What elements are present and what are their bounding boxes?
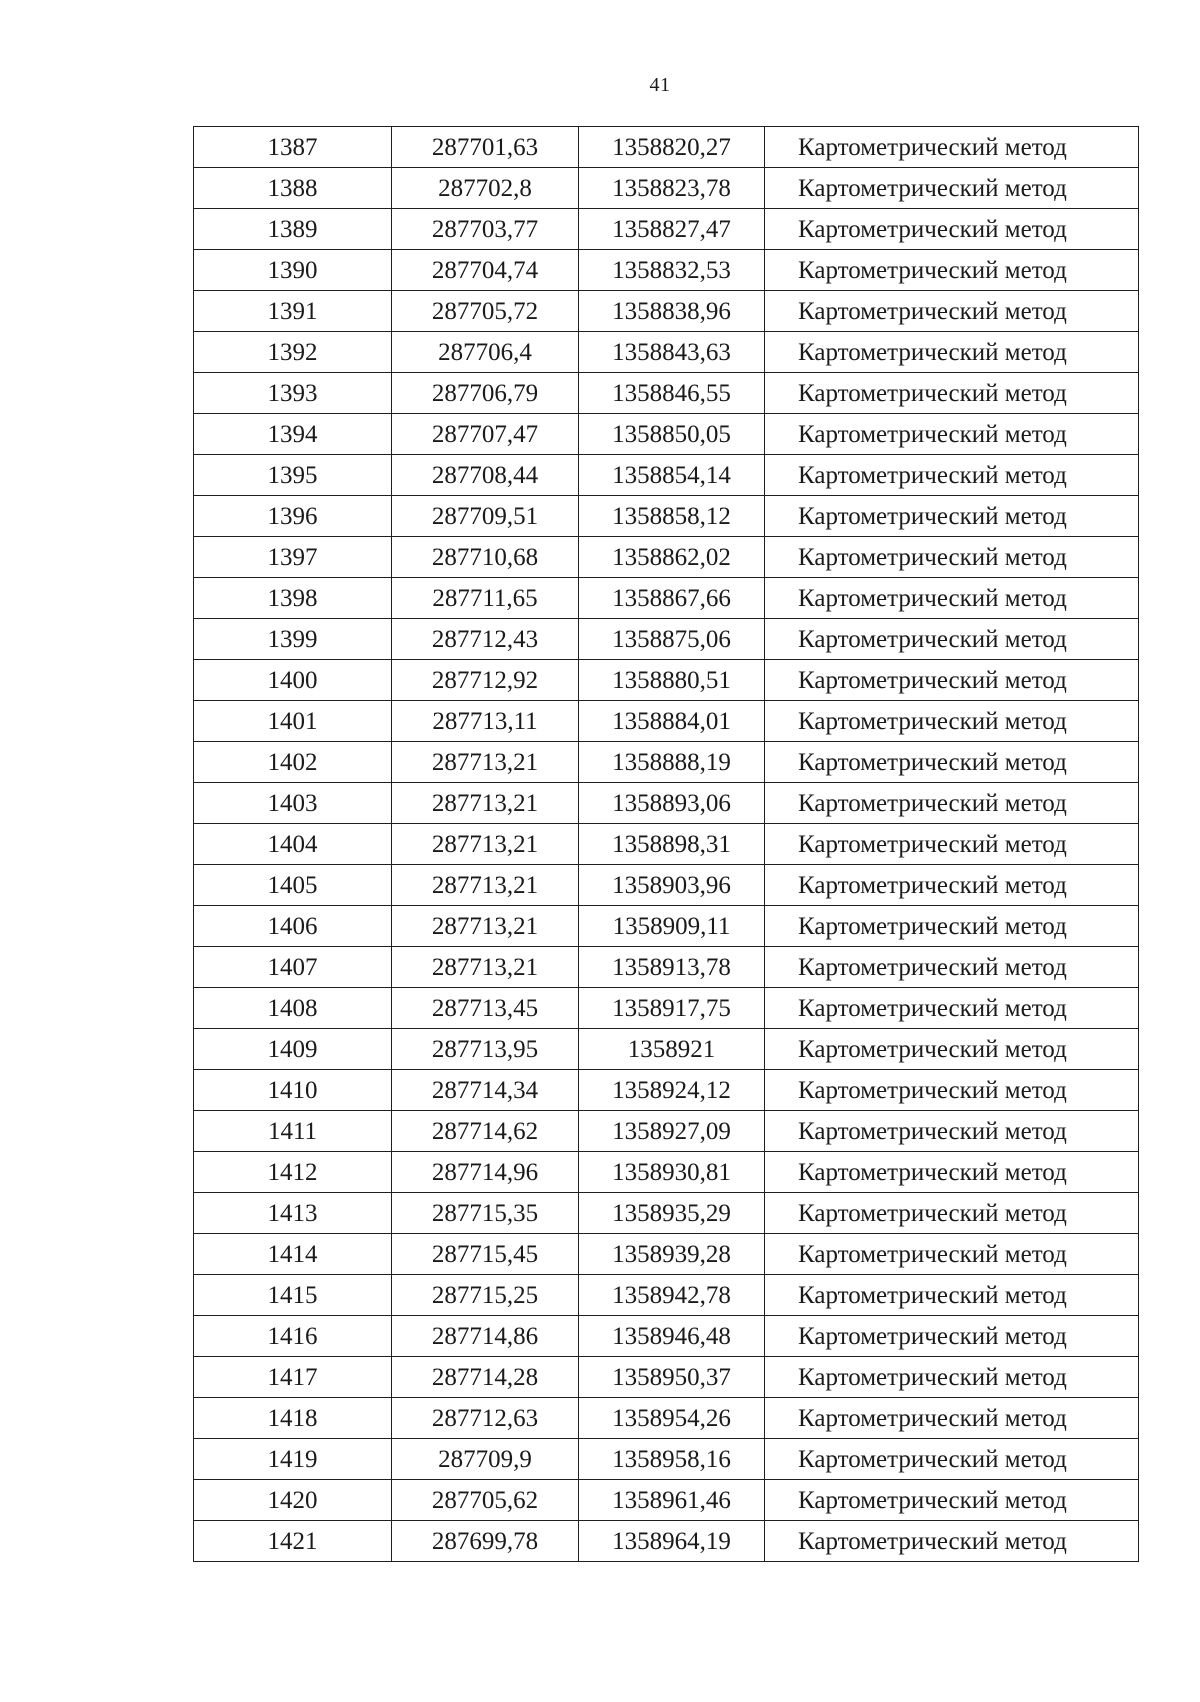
x-coordinate-cell: 287703,77 xyxy=(392,209,579,250)
table-row xyxy=(194,537,1139,578)
table-row xyxy=(194,209,1139,250)
y-coordinate-cell: 1358850,05 xyxy=(579,414,765,455)
method-cell: Картометрический метод xyxy=(765,1316,1139,1357)
method-cell: Картометрический метод xyxy=(765,865,1139,906)
point-number-cell: 1402 xyxy=(194,742,392,783)
y-coordinate-cell: 1358838,96 xyxy=(579,291,765,332)
y-coordinate-cell: 1358867,66 xyxy=(579,578,765,619)
point-number-cell: 1421 xyxy=(194,1521,392,1562)
x-coordinate-cell: 287709,51 xyxy=(392,496,579,537)
method-cell: Картометрический метод xyxy=(765,1111,1139,1152)
x-coordinate-cell: 287706,79 xyxy=(392,373,579,414)
table-row xyxy=(194,824,1139,865)
method-cell: Картометрический метод xyxy=(765,1070,1139,1111)
method-cell: Картометрический метод xyxy=(765,1439,1139,1480)
method-cell: Картометрический метод xyxy=(765,455,1139,496)
point-number-cell: 1412 xyxy=(194,1152,392,1193)
table-row xyxy=(194,1480,1139,1521)
table-row xyxy=(194,1152,1139,1193)
point-number-cell: 1389 xyxy=(194,209,392,250)
x-coordinate-cell: 287713,21 xyxy=(392,865,579,906)
table-row xyxy=(194,168,1139,209)
y-coordinate-cell: 1358846,55 xyxy=(579,373,765,414)
y-coordinate-cell: 1358939,28 xyxy=(579,1234,765,1275)
point-number-cell: 1407 xyxy=(194,947,392,988)
table-row xyxy=(194,1070,1139,1111)
x-coordinate-cell: 287705,62 xyxy=(392,1480,579,1521)
method-cell: Картометрический метод xyxy=(765,373,1139,414)
point-number-cell: 1411 xyxy=(194,1111,392,1152)
method-cell: Картометрический метод xyxy=(765,127,1139,168)
y-coordinate-cell: 1358921 xyxy=(579,1029,765,1070)
table-row xyxy=(194,742,1139,783)
method-cell: Картометрический метод xyxy=(765,250,1139,291)
table-row xyxy=(194,701,1139,742)
point-number-cell: 1395 xyxy=(194,455,392,496)
point-number-cell: 1390 xyxy=(194,250,392,291)
y-coordinate-cell: 1358946,48 xyxy=(579,1316,765,1357)
y-coordinate-cell: 1358909,11 xyxy=(579,906,765,947)
point-number-cell: 1406 xyxy=(194,906,392,947)
point-number-cell: 1414 xyxy=(194,1234,392,1275)
table-row xyxy=(194,619,1139,660)
x-coordinate-cell: 287705,72 xyxy=(392,291,579,332)
table-row xyxy=(194,1398,1139,1439)
y-coordinate-cell: 1358875,06 xyxy=(579,619,765,660)
x-coordinate-cell: 287714,62 xyxy=(392,1111,579,1152)
method-cell: Картометрический метод xyxy=(765,824,1139,865)
method-cell: Картометрический метод xyxy=(765,209,1139,250)
method-cell: Картометрический метод xyxy=(765,332,1139,373)
point-number-cell: 1396 xyxy=(194,496,392,537)
x-coordinate-cell: 287713,21 xyxy=(392,947,579,988)
point-number-cell: 1400 xyxy=(194,660,392,701)
x-coordinate-cell: 287712,43 xyxy=(392,619,579,660)
table-row xyxy=(194,783,1139,824)
y-coordinate-cell: 1358893,06 xyxy=(579,783,765,824)
point-number-cell: 1409 xyxy=(194,1029,392,1070)
method-cell: Картометрический метод xyxy=(765,1398,1139,1439)
point-number-cell: 1416 xyxy=(194,1316,392,1357)
table-row xyxy=(194,660,1139,701)
x-coordinate-cell: 287699,78 xyxy=(392,1521,579,1562)
table-row xyxy=(194,373,1139,414)
point-number-cell: 1391 xyxy=(194,291,392,332)
x-coordinate-cell: 287713,21 xyxy=(392,906,579,947)
x-coordinate-cell: 287707,47 xyxy=(392,414,579,455)
method-cell: Картометрический метод xyxy=(765,496,1139,537)
table-row xyxy=(194,1316,1139,1357)
x-coordinate-cell: 287714,34 xyxy=(392,1070,579,1111)
table-row xyxy=(194,332,1139,373)
y-coordinate-cell: 1358898,31 xyxy=(579,824,765,865)
x-coordinate-cell: 287712,63 xyxy=(392,1398,579,1439)
table-row xyxy=(194,250,1139,291)
y-coordinate-cell: 1358843,63 xyxy=(579,332,765,373)
point-number-cell: 1419 xyxy=(194,1439,392,1480)
table-row xyxy=(194,1521,1139,1562)
x-coordinate-cell: 287702,8 xyxy=(392,168,579,209)
x-coordinate-cell: 287704,74 xyxy=(392,250,579,291)
y-coordinate-cell: 1358888,19 xyxy=(579,742,765,783)
method-cell: Картометрический метод xyxy=(765,168,1139,209)
y-coordinate-cell: 1358903,96 xyxy=(579,865,765,906)
point-number-cell: 1410 xyxy=(194,1070,392,1111)
table-row xyxy=(194,414,1139,455)
coordinates-table xyxy=(193,126,1139,1562)
table-row xyxy=(194,865,1139,906)
point-number-cell: 1388 xyxy=(194,168,392,209)
x-coordinate-cell: 287713,21 xyxy=(392,783,579,824)
y-coordinate-cell: 1358913,78 xyxy=(579,947,765,988)
point-number-cell: 1418 xyxy=(194,1398,392,1439)
method-cell: Картометрический метод xyxy=(765,701,1139,742)
y-coordinate-cell: 1358823,78 xyxy=(579,168,765,209)
x-coordinate-cell: 287713,45 xyxy=(392,988,579,1029)
x-coordinate-cell: 287710,68 xyxy=(392,537,579,578)
table-row xyxy=(194,1275,1139,1316)
method-cell: Картометрический метод xyxy=(765,578,1139,619)
y-coordinate-cell: 1358950,37 xyxy=(579,1357,765,1398)
point-number-cell: 1399 xyxy=(194,619,392,660)
point-number-cell: 1398 xyxy=(194,578,392,619)
table-row xyxy=(194,988,1139,1029)
y-coordinate-cell: 1358954,26 xyxy=(579,1398,765,1439)
table-row xyxy=(194,906,1139,947)
x-coordinate-cell: 287714,96 xyxy=(392,1152,579,1193)
point-number-cell: 1403 xyxy=(194,783,392,824)
table-row xyxy=(194,455,1139,496)
y-coordinate-cell: 1358832,53 xyxy=(579,250,765,291)
y-coordinate-cell: 1358862,02 xyxy=(579,537,765,578)
x-coordinate-cell: 287715,45 xyxy=(392,1234,579,1275)
y-coordinate-cell: 1358961,46 xyxy=(579,1480,765,1521)
table-row xyxy=(194,947,1139,988)
x-coordinate-cell: 287706,4 xyxy=(392,332,579,373)
x-coordinate-cell: 287713,21 xyxy=(392,824,579,865)
method-cell: Картометрический метод xyxy=(765,660,1139,701)
table-row xyxy=(194,1111,1139,1152)
y-coordinate-cell: 1358958,16 xyxy=(579,1439,765,1480)
table-row xyxy=(194,1357,1139,1398)
method-cell: Картометрический метод xyxy=(765,414,1139,455)
coordinates-table-body xyxy=(194,127,1139,1562)
method-cell: Картометрический метод xyxy=(765,947,1139,988)
x-coordinate-cell: 287713,21 xyxy=(392,742,579,783)
y-coordinate-cell: 1358924,12 xyxy=(579,1070,765,1111)
method-cell: Картометрический метод xyxy=(765,1152,1139,1193)
method-cell: Картометрический метод xyxy=(765,1480,1139,1521)
y-coordinate-cell: 1358884,01 xyxy=(579,701,765,742)
point-number-cell: 1397 xyxy=(194,537,392,578)
point-number-cell: 1420 xyxy=(194,1480,392,1521)
y-coordinate-cell: 1358927,09 xyxy=(579,1111,765,1152)
method-cell: Картометрический метод xyxy=(765,1275,1139,1316)
method-cell: Картометрический метод xyxy=(765,619,1139,660)
table-row xyxy=(194,1234,1139,1275)
y-coordinate-cell: 1358935,29 xyxy=(579,1193,765,1234)
method-cell: Картометрический метод xyxy=(765,291,1139,332)
x-coordinate-cell: 287712,92 xyxy=(392,660,579,701)
point-number-cell: 1415 xyxy=(194,1275,392,1316)
x-coordinate-cell: 287711,65 xyxy=(392,578,579,619)
x-coordinate-cell: 287715,25 xyxy=(392,1275,579,1316)
y-coordinate-cell: 1358942,78 xyxy=(579,1275,765,1316)
x-coordinate-cell: 287714,28 xyxy=(392,1357,579,1398)
method-cell: Картометрический метод xyxy=(765,537,1139,578)
method-cell: Картометрический метод xyxy=(765,1029,1139,1070)
method-cell: Картометрический метод xyxy=(765,742,1139,783)
y-coordinate-cell: 1358964,19 xyxy=(579,1521,765,1562)
table-row xyxy=(194,1029,1139,1070)
point-number-cell: 1392 xyxy=(194,332,392,373)
method-cell: Картометрический метод xyxy=(765,906,1139,947)
x-coordinate-cell: 287701,63 xyxy=(392,127,579,168)
point-number-cell: 1394 xyxy=(194,414,392,455)
y-coordinate-cell: 1358880,51 xyxy=(579,660,765,701)
x-coordinate-cell: 287714,86 xyxy=(392,1316,579,1357)
method-cell: Картометрический метод xyxy=(765,1193,1139,1234)
x-coordinate-cell: 287715,35 xyxy=(392,1193,579,1234)
point-number-cell: 1404 xyxy=(194,824,392,865)
table-row xyxy=(194,578,1139,619)
point-number-cell: 1401 xyxy=(194,701,392,742)
y-coordinate-cell: 1358854,14 xyxy=(579,455,765,496)
method-cell: Картометрический метод xyxy=(765,988,1139,1029)
x-coordinate-cell: 287713,95 xyxy=(392,1029,579,1070)
table-row xyxy=(194,291,1139,332)
table-row xyxy=(194,1439,1139,1480)
point-number-cell: 1393 xyxy=(194,373,392,414)
point-number-cell: 1417 xyxy=(194,1357,392,1398)
y-coordinate-cell: 1358820,27 xyxy=(579,127,765,168)
point-number-cell: 1405 xyxy=(194,865,392,906)
y-coordinate-cell: 1358917,75 xyxy=(579,988,765,1029)
table-row xyxy=(194,496,1139,537)
page-number: 41 xyxy=(649,74,671,96)
method-cell: Картометрический метод xyxy=(765,1357,1139,1398)
table-row xyxy=(194,127,1139,168)
point-number-cell: 1408 xyxy=(194,988,392,1029)
y-coordinate-cell: 1358827,47 xyxy=(579,209,765,250)
x-coordinate-cell: 287708,44 xyxy=(392,455,579,496)
method-cell: Картометрический метод xyxy=(765,783,1139,824)
method-cell: Картометрический метод xyxy=(765,1234,1139,1275)
y-coordinate-cell: 1358930,81 xyxy=(579,1152,765,1193)
table-row xyxy=(194,1193,1139,1234)
method-cell: Картометрический метод xyxy=(765,1521,1139,1562)
point-number-cell: 1413 xyxy=(194,1193,392,1234)
x-coordinate-cell: 287709,9 xyxy=(392,1439,579,1480)
x-coordinate-cell: 287713,11 xyxy=(392,701,579,742)
y-coordinate-cell: 1358858,12 xyxy=(579,496,765,537)
point-number-cell: 1387 xyxy=(194,127,392,168)
